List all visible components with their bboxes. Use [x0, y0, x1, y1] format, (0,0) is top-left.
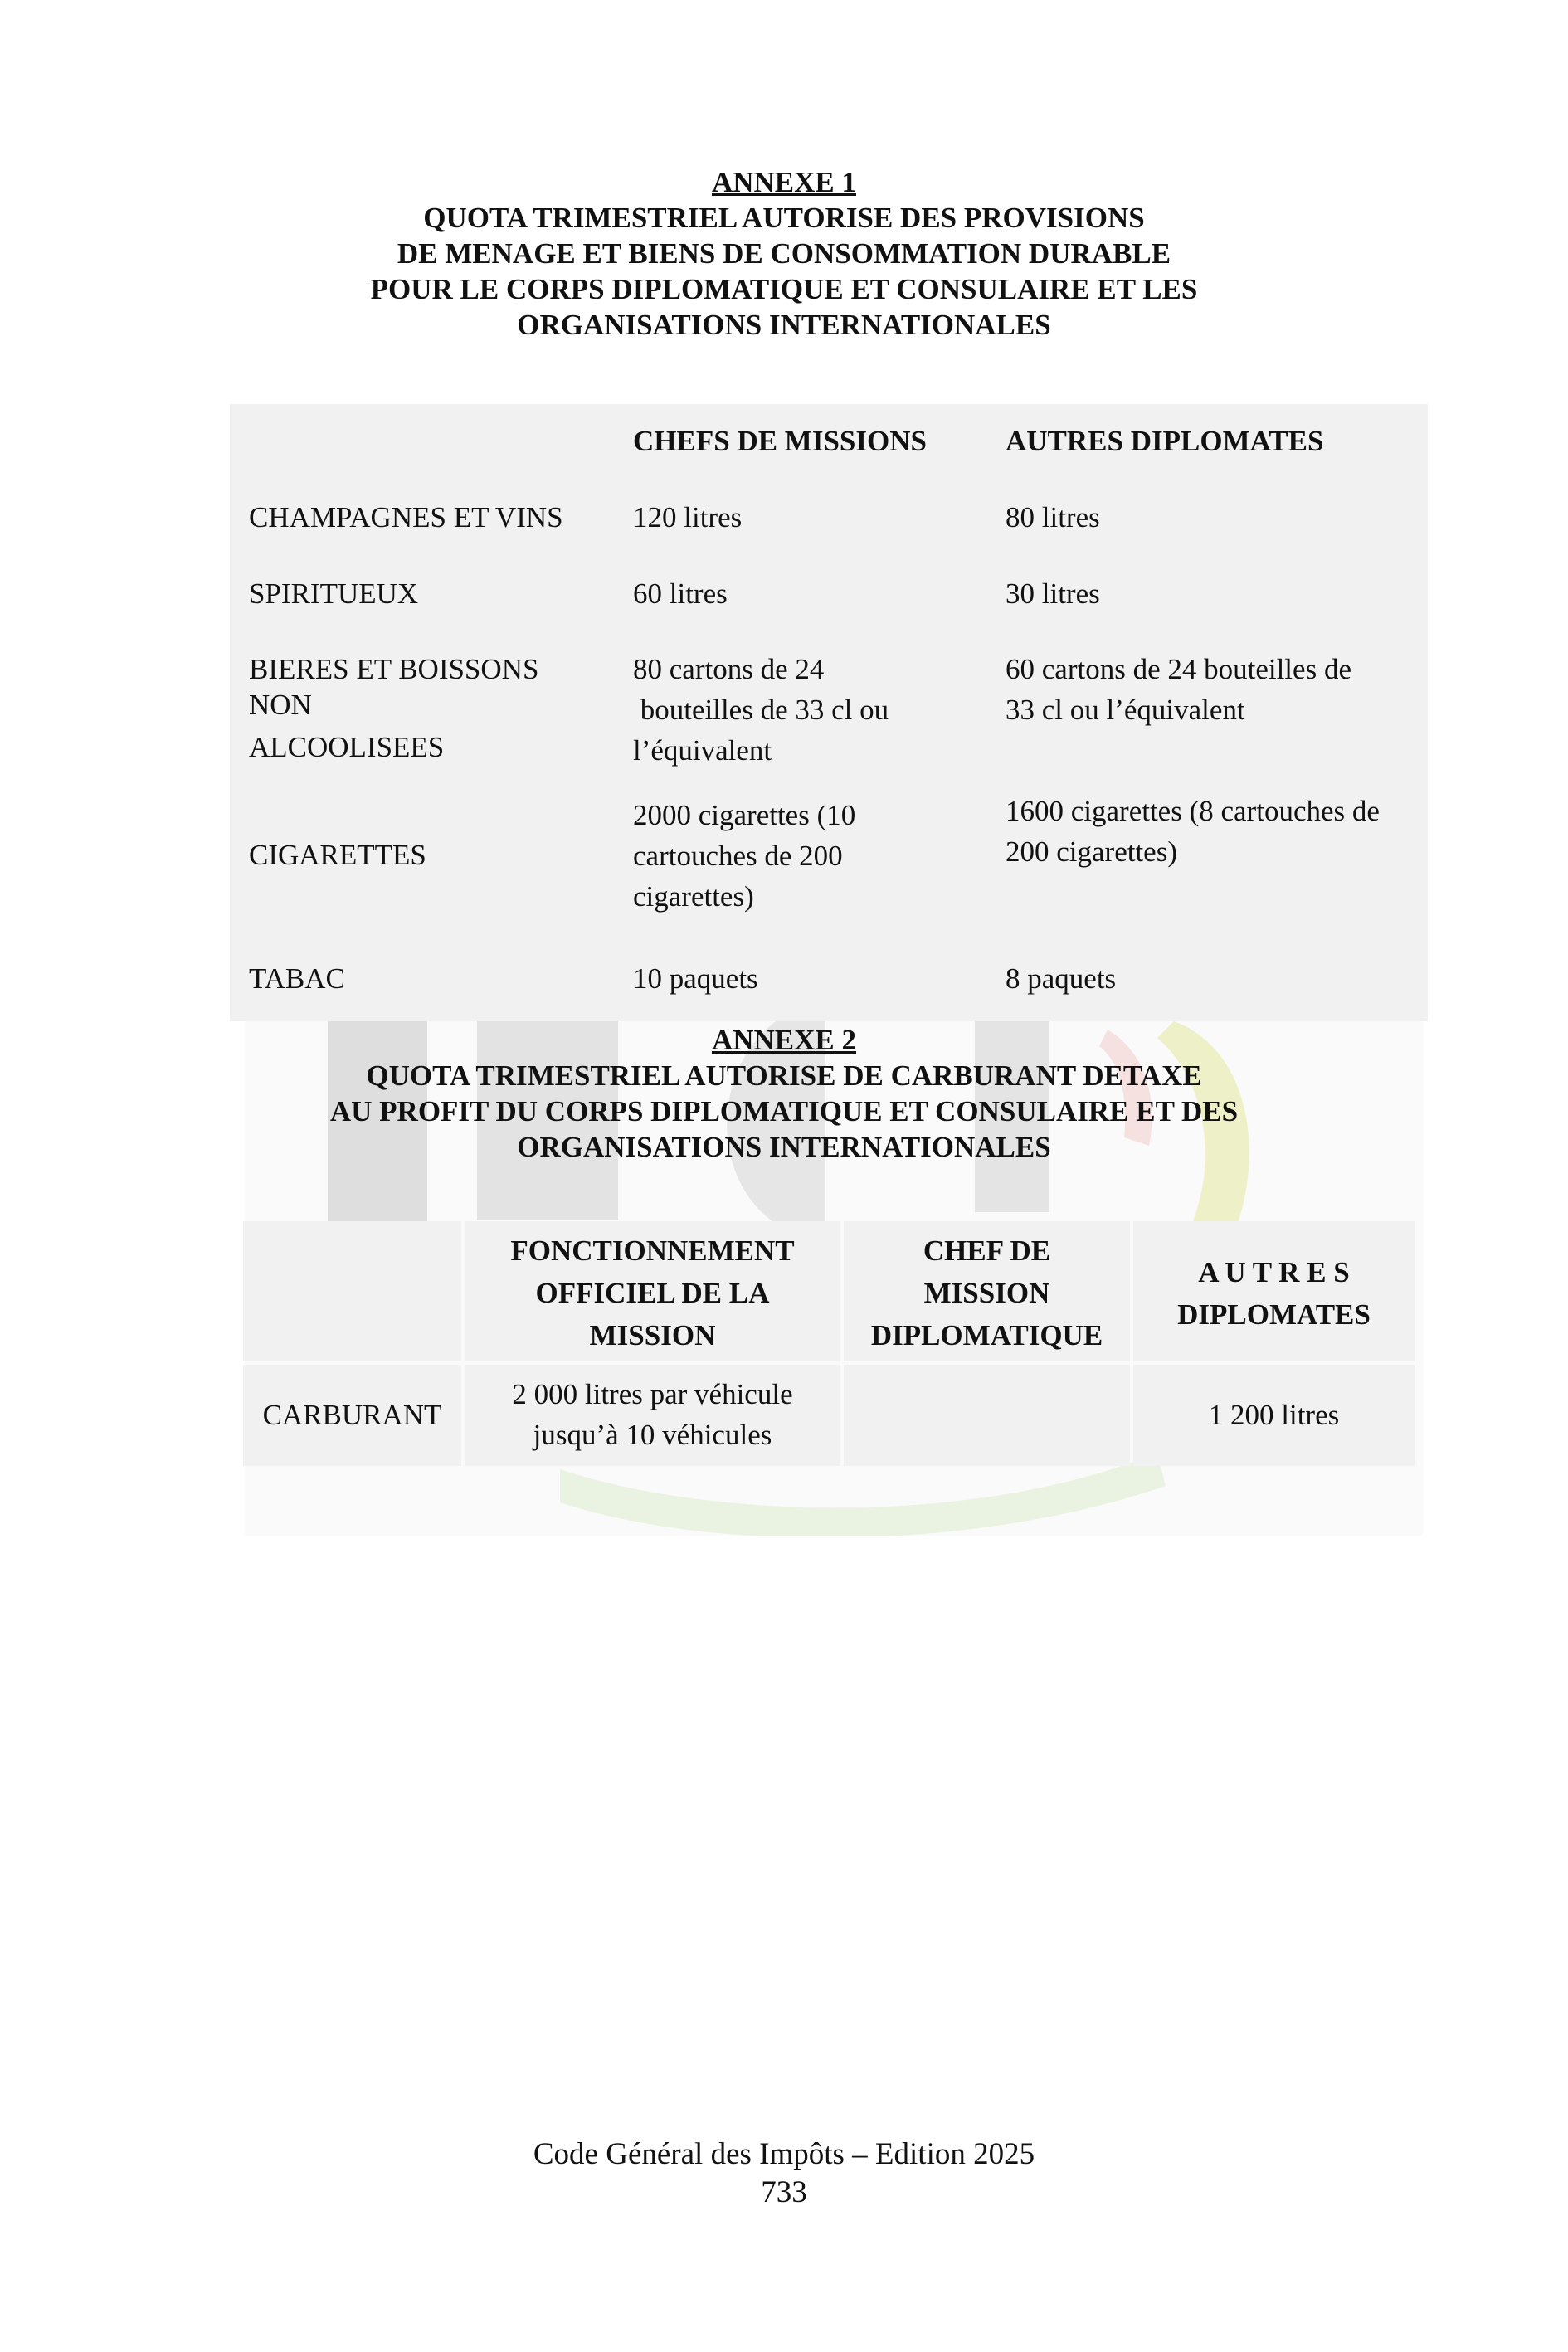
column-header-autres-line-2: DIPLOMATES	[1177, 1298, 1371, 1331]
annexe1-title-line-3: POUR LE CORPS DIPLOMATIQUE ET CONSULAIRE ET LES	[370, 273, 1198, 305]
annexe2-title-line-1: QUOTA TRIMESTRIEL AUTORISE DE CARBURANT DETAXE	[366, 1059, 1202, 1092]
row-item-bieres-line-1: BIERES ET BOISSONS	[249, 653, 539, 685]
page-footer	[0, 2135, 1568, 2212]
annexe2-heading	[0, 1022, 1568, 1165]
column-header-chef-line-2: MISSION	[923, 1277, 1050, 1309]
page-number: 733	[761, 2175, 807, 2209]
row-fonctionnement-line-1: 2 000 litres par véhicule	[512, 1378, 793, 1410]
row-item-tabac: TABAC	[249, 962, 345, 995]
row-label-carburant: CARBURANT	[262, 1399, 442, 1431]
row-chefs-cigarettes-line-3: cigarettes)	[633, 880, 754, 913]
column-header-chef-line-1: CHEF DE	[923, 1234, 1051, 1267]
row-cell-chef	[844, 1365, 1130, 1466]
row-chefs-bieres-line-1: 80 cartons de 24	[633, 653, 825, 685]
row-autres-cigarettes-line-2: 200 cigarettes)	[1006, 835, 1177, 868]
annexe1-label: ANNEXE 1	[711, 166, 857, 198]
column-header-fonctionnement-line-2: OFFICIEL DE LA	[535, 1277, 770, 1309]
row-chefs-tabac: 10 paquets	[633, 962, 758, 995]
row-autres-tabac: 8 paquets	[1006, 962, 1117, 995]
header-cell-empty	[243, 1221, 461, 1361]
annexe2-label: ANNEXE 2	[711, 1024, 857, 1056]
column-header-chef-line-3: DIPLOMATIQUE	[870, 1319, 1103, 1351]
annexe1-heading	[0, 164, 1568, 343]
column-header-chefs: CHEFS DE MISSIONS	[633, 425, 927, 457]
annexe1-table	[230, 404, 1428, 1021]
annexe2-table	[243, 1221, 1415, 1466]
column-header-fonctionnement-line-3: MISSION	[589, 1319, 716, 1351]
row-item-bieres-line-2: NON	[249, 689, 312, 721]
annexe2-title-line-2: AU PROFIT DU CORPS DIPLOMATIQUE ET CONSULAIRE ET DES	[329, 1095, 1239, 1127]
row-chefs-spiritueux: 60 litres	[633, 577, 728, 610]
column-header-autres: AUTRES DIPLOMATES	[1006, 425, 1324, 457]
row-chefs-bieres-line-2: bouteilles de 33 cl ou	[633, 694, 889, 726]
row-item-cigarettes: CIGARETTES	[249, 839, 426, 871]
row-autres-bieres-line-1: 60 cartons de 24 bouteilles de	[1006, 653, 1351, 685]
row-autres-champagnes: 80 litres	[1006, 501, 1100, 533]
annexe1-title-line-2: DE MENAGE ET BIENS DE CONSOMMATION DURABLE	[397, 237, 1171, 270]
annexe2-title-line-3: ORGANISATIONS INTERNATIONALES	[517, 1131, 1051, 1163]
annexe1-title-line-1: QUOTA TRIMESTRIEL AUTORISE DES PROVISIONS	[423, 202, 1145, 234]
annexe1-title-line-4: ORGANISATIONS INTERNATIONALES	[517, 309, 1051, 341]
row-item-bieres-line-3: ALCOOLISEES	[249, 731, 445, 763]
row-autres-value: 1 200 litres	[1208, 1399, 1340, 1431]
row-chefs-bieres-line-3: l’équivalent	[633, 734, 772, 767]
row-autres-spiritueux: 30 litres	[1006, 577, 1100, 610]
row-chefs-cigarettes-line-2: cartouches de 200	[633, 840, 843, 872]
column-header-autres-line-1: A U T R E S	[1198, 1256, 1350, 1288]
row-item-spiritueux: SPIRITUEUX	[249, 577, 419, 610]
row-fonctionnement-line-2: jusqu’à 10 véhicules	[533, 1419, 772, 1451]
row-chefs-cigarettes-line-1: 2000 cigarettes (10	[633, 799, 856, 831]
row-autres-bieres-line-2: 33 cl ou l’équivalent	[1006, 694, 1245, 726]
column-header-fonctionnement-line-1: FONCTIONNEMENT	[510, 1234, 795, 1267]
footer-title: Code Général des Impôts – Edition 2025	[533, 2137, 1035, 2171]
row-item-champagnes: CHAMPAGNES ET VINS	[249, 501, 563, 533]
row-autres-cigarettes-line-1: 1600 cigarettes (8 cartouches de	[1006, 795, 1380, 827]
row-chefs-champagnes: 120 litres	[633, 501, 743, 533]
